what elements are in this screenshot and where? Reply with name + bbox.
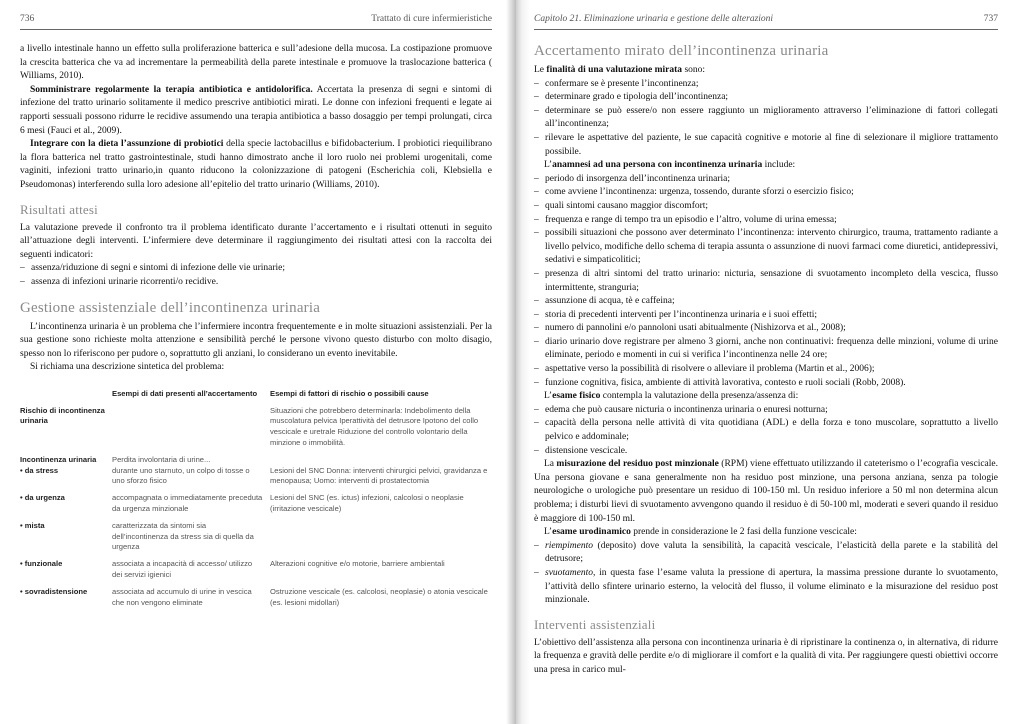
table-row-data: accompagnata o immediatamente preceduta da urgenza minzionale	[112, 493, 263, 514]
goals-item: – confermare se è presente l’incontinenza;	[534, 78, 998, 92]
exam-post: contempla la valutazione della presenza/assenza di:	[600, 391, 799, 402]
intro-paragraph: a livello intestinale hanno un effetto sulla proliferazione batterica e sull’adesione della mucosa. La costipazione promuove la crescita batterica che va ad incrementare la permeabilità della parete intestinale e promuove la traslocazione batterica ( Williams, 2010).	[20, 44, 492, 82]
table-row-label: Rischio di incontinenza urinaria	[20, 405, 105, 426]
interventions-heading: Interventi assistenziali	[534, 616, 656, 632]
results-item: – assenza di infezioni urinarie ricorrenti/o recidive.	[20, 276, 492, 290]
rpm-pre: La	[544, 459, 557, 470]
table-row-label: Incontinenza urinaria	[20, 454, 97, 464]
table-row-causes: Lesioni del SNC Donna: interventi chirurgici pelvici, gravidanza e menopausa; Uomo: interventi di prostatectomia	[270, 465, 488, 486]
probiotics-text: della specie lactobacillus e bifidobacterium. I probiotici riequilibrano la flora batterica nel tratto gastrointestinale, studi hanno dimostrato anche il loro ruolo nei problemi urogenitali, come vaginiti, infezioni tratto urinario,in quanto riducono la colonizzazione di patogeni (Escherichia coli, Klebsiella e Pseudomonas) interferendo sulla loro adesione all’epitelio del tratto urinario (Williams, 2010).	[20, 139, 493, 190]
goals-bold: finalità di una valutazione mirata	[546, 65, 683, 75]
goals-post: sono:	[682, 65, 706, 75]
anamnesis-item: – storia di precedenti interventi per l’incontinenza urinaria e i suoi effetti;	[534, 309, 998, 323]
incontinence-table	[20, 389, 492, 609]
book-gutter	[506, 0, 516, 724]
summary-paragraph: Si richiama una descrizione sintetica del problema:	[30, 362, 225, 373]
table-header-data: Esempi di dati presenti all’accertamento	[112, 388, 258, 398]
anamnesis-item: – come avviene l’incontinenza: urgenza, tossendo, durante sforzi o esercizio fisico;	[534, 186, 998, 200]
right-page-number: 737	[983, 14, 998, 24]
table-row-causes: Alterazioni cognitive e/o motorie, barriere ambientali	[270, 559, 445, 569]
assessment-heading: Accertamento mirato dell’incontinenza urinaria	[534, 43, 829, 59]
goals-item: – determinare grado e tipologia dell’incontinenza;	[534, 91, 998, 105]
exam-item: – distensione vescicale.	[534, 445, 998, 459]
uro-term: riempimento	[545, 540, 594, 551]
anamnesis-item: – aspettative verso la possibilità di risolvere o alleviare il problema (Martin et al., 2006);	[534, 363, 998, 377]
goals-pre: Le	[534, 65, 547, 75]
table-row-causes: Lesioni del SNC (es. ictus) infezioni, calcolosi o neoplasie (irritazione vescicale)	[270, 493, 464, 514]
exam-bold: esame fisico	[552, 391, 601, 402]
uro-bold: esame urodinamico	[552, 527, 631, 538]
goals-item: – determinare se può essere/o non essere raggiunto un miglioramento attraverso l’eliminazione di fattori collegati all’incontinenza;	[534, 105, 998, 132]
uro-post: prende in considerazione le 2 fasi della funzione vescicale:	[630, 527, 857, 538]
anamnesis-item: – diario urinario dove registrare per almeno 3 giorni, anche non continuativi: frequenza delle minzioni, volume di urine eliminate, periodo e momenti in cui si verifica l’incontinenza nelle 24 ore;	[534, 336, 998, 363]
table-header-causes: Esempi di fattori di rischio o possibili cause	[270, 388, 429, 398]
urodynamic-item	[534, 540, 998, 567]
anamnesis-item: – funzione cognitiva, fisica, ambiente di attività lavorativa, contesto e ruoli sociali (Robb, 2008).	[534, 377, 998, 391]
table-row-data: caratterizzata da sintomi sia dell’incontinenza da stress sia di quella da urgenza	[112, 520, 254, 552]
table-row-data	[112, 406, 264, 449]
uro-text: (deposito) dove valuta la sensibilità, la capacità vescicale, l’elasticità della parete e la stabilità del detrusore;	[545, 540, 998, 565]
uro-text: , in questa fase l’esame valuta la pressione di apertura, la massima pressione durante lo svuotamento, l’attività dello sfintere urinario esterno, la velocità del flusso, il volume eliminato e la misurazione del residuo post minzionale.	[545, 567, 998, 606]
table-row-data: durante uno starnuto, un colpo di tosse o uno sforzo fisico	[112, 465, 250, 486]
anamnesis-bold: anamnesi ad una persona con incontinenza urinaria	[552, 160, 763, 171]
table-row-data: Perdita involontaria di urine...	[112, 454, 211, 464]
exam-pre: L’	[544, 391, 553, 402]
urodynamic-item	[534, 567, 998, 608]
assistance-heading: Gestione assistenziale dell’incontinenza urinaria	[20, 299, 321, 316]
anamnesis-item: – quali sintomi causano maggior discomfort;	[534, 200, 998, 214]
table-row-label: • mista	[20, 520, 45, 530]
table-row-causes	[270, 521, 492, 553]
right-page	[516, 0, 1024, 724]
anamnesis-item: – assunzione di acqua, tè e caffeina;	[534, 295, 998, 309]
rpm-post: (RPM) viene effettuato utilizzando il cateterismo o l’ecografia vescicale. Una persona giovane e sana generalmente non ha residuo post minzione, una persona anziana, senza pa tologie neurologiche o urologiche può presentare un residuo di 100-150 ml. Un residuo inferiore a 50 ml non determina alcun problema; i disturbi lievi di svuotamento avvengono quando il residuo è di 50-100 ml, moderati e severi quando il residuo è maggiore di 100-150 ml.	[534, 459, 999, 524]
anamnesis-item: – frequenza e range di tempo tra un episodio e l’altro, volume di urina emessa;	[534, 214, 998, 228]
rpm-paragraph	[534, 458, 998, 526]
goals-item: – rilevare le aspettative del paziente, le sue capacità cognitive e motorie al fine di selezionare il migliore trattamento possibile.	[534, 132, 998, 159]
table-row-causes: Ostruzione vescicale (es. calcolosi, neoplasie) o atonia vescicale (es. lesioni midollari)	[270, 586, 488, 607]
exam-list	[534, 404, 998, 458]
anamnesis-pre: L’	[544, 160, 553, 171]
goals-list	[534, 78, 998, 160]
results-heading: Risultati attesi	[20, 201, 98, 217]
anamnesis-paragraph	[534, 159, 998, 173]
rpm-bold: misurazione del residuo post minzionale	[556, 459, 719, 470]
anamnesis-item: – numero di pannolini e/o pannoloni usati abitualmente (Nishizorva et al., 2008);	[534, 322, 998, 336]
results-paragraph: La valutazione prevede il confronto tra il problema identificato durante l’accertamento e i risultati ottenuti in seguito all’attuazione degli interventi. L’infermiere deve determinare il raggiungimento dei risultati attesi con la raccolta dei seguenti indicatori:	[20, 222, 492, 260]
chapter-title: Capitolo 21. Eliminazione urinaria e gestione delle alterazioni	[534, 14, 774, 24]
interventions-paragraph: L’obiettivo dell’assistenza alla persona con incontinenza urinaria è di ripristinare la continenza o, in alternativa, di ridurre la frequenza e gravità delle perdite e/o di migliorare il comfort e la qualità di vita. Per raggiungere questi obiettivi occorre una presa in carico mul-	[534, 637, 998, 675]
table-header-empty	[20, 389, 106, 400]
urodynamic-list	[534, 540, 998, 608]
exam-item: – edema che può causare nicturia o incontinenza urinaria o enuresi notturna;	[534, 404, 998, 418]
left-page-number: 736	[20, 14, 35, 24]
left-page	[0, 0, 506, 724]
exam-item: – capacità della persona nelle attività di vita quotidiana (ADL) e della forza e tono muscolare, soprattutto a livello pelvico e addominale;	[534, 417, 998, 444]
antibiotic-text: Accertata la presenza di segni e sintomi di infezione del tratto urinario solitamente il medico prescrive antibiotici mirati. Le donne con infezioni frequenti e legate ai rapporti sessuali possono ridurre le recidive assumendo una terapia antibiotica a basso dosaggio per tempi prolungati, circa 6 mesi (Fauci et al., 2009).	[20, 84, 493, 136]
probiotics-bold: Integrare con la dieta l’assunzione di probiotici	[30, 139, 224, 150]
exam-paragraph	[534, 390, 998, 404]
results-item: – assenza/riduzione di segni e sintomi di infezione delle vie urinarie;	[20, 262, 492, 276]
anamnesis-item: – presenza di altri sintomi del tratto urinario: nicturia, sensazione di svuotamento incompleto della vescica, flusso intermittente, stranguria;	[534, 268, 998, 295]
probiotics-paragraph	[20, 138, 492, 192]
results-list	[20, 262, 492, 289]
table-row-label: • sovradistensione	[20, 586, 88, 596]
antibiotic-paragraph	[20, 84, 492, 138]
goals-paragraph	[534, 64, 998, 78]
antibiotic-bold: Somministrare regolarmente la terapia antibiotica e antidolorifica.	[30, 84, 313, 95]
table-row-label: • funzionale	[20, 559, 63, 569]
left-running-header	[20, 14, 492, 30]
assistance-paragraph: L’incontinenza urinaria è un problema che l’infermiere incontra frequentemente e in molte situazioni assistenziali. Per la sua gestione sono richieste molta attenzione e sensibilità perché le persone vivono questo disturbo con molto disagio, spesso non lo riferiscono per pudore o, soprattutto gli anziani, lo considerano un evento inevitabile.	[20, 321, 492, 359]
right-running-header	[534, 14, 998, 30]
table-row-data: associata ad accumulo di urine in vescica che non vengono eliminate	[112, 586, 252, 607]
left-running-title: Trattato di cure infermieristiche	[371, 14, 492, 24]
table-row-data: associata a incapacità di accesso/ utilizzo dei servizi igienici	[112, 559, 253, 580]
urodynamic-paragraph	[534, 526, 998, 540]
uro-pre: L’	[544, 527, 553, 538]
uro-term: svuotamento	[545, 567, 594, 578]
table-row-causes: Situazioni che potrebbero determinarla: Indebolimento della muscolatura pelvica Iperattività del detrusore Ipotono del collo vescicale e uretrale Riduzione del controllo volontario della minzione o immobilità.	[270, 405, 479, 448]
table-row-label: • da stress	[20, 465, 59, 475]
anamnesis-item: – possibili situazioni che possono aver determinato l’incontinenza: intervento chirurgico, trauma, trattamento radiante a livello pelvico, modifiche dello schema di terapia assunta o assunzione di nuovi farmaci come diuretici, antidepressivi, sedativi e simpaticolitici;	[534, 227, 998, 268]
table-row-label: • da urgenza	[20, 493, 65, 503]
anamnesis-item: – periodo di insorgenza dell’incontinenza urinaria;	[534, 173, 998, 187]
anamnesis-post: include:	[762, 160, 796, 171]
anamnesis-list	[534, 173, 998, 391]
table-row-causes	[270, 455, 492, 466]
